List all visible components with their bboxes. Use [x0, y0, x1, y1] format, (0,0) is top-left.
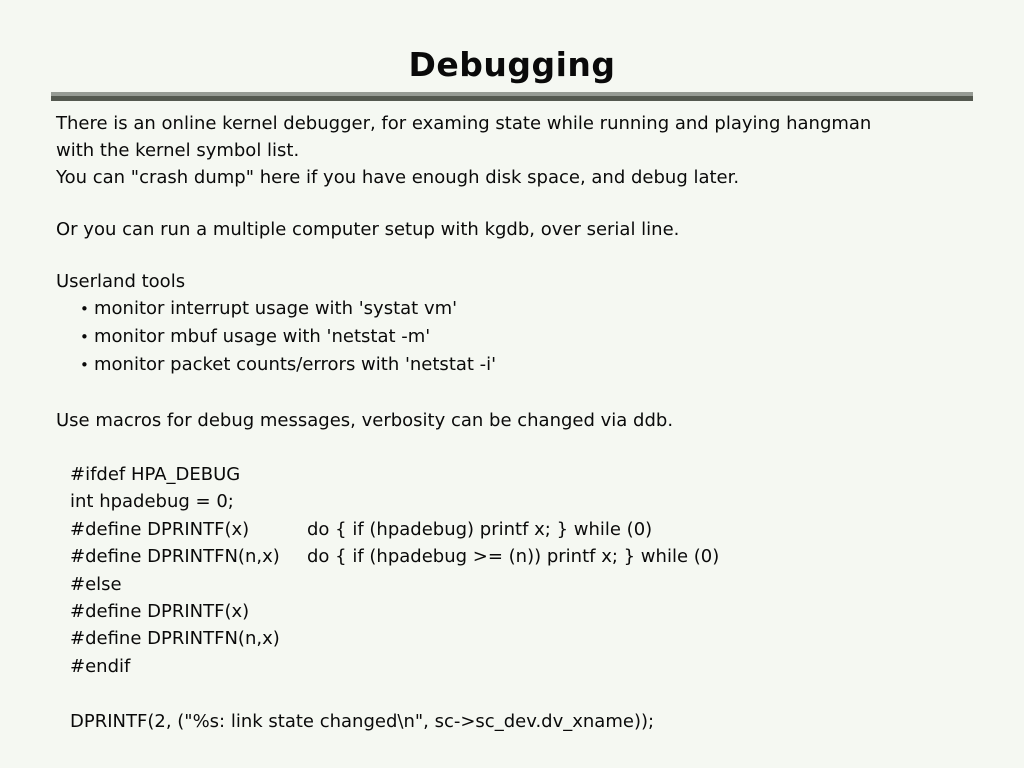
slide-title: Debugging	[408, 45, 616, 84]
code-text: #else	[70, 573, 122, 595]
paragraph-line: You can "crash dump" here if you have enough disk space, and debug later.	[56, 167, 740, 188]
code-text	[70, 680, 307, 707]
code-text: #define DPRINTFN(n,x)	[70, 628, 280, 650]
userland-section	[56, 268, 994, 379]
code-text: do { if (hpadebug) printf x; } while (0)	[307, 518, 653, 540]
paragraph-macros: Use macros for debug messages, verbosity can be changed via ddb.	[56, 410, 674, 431]
paragraph-line: with the kernel symbol list.	[56, 140, 300, 161]
bullet-text: monitor packet counts/errors with 'netstat -i'	[94, 354, 497, 375]
code-line	[70, 571, 994, 598]
code-line	[70, 516, 994, 543]
code-text: int hpadebug = 0;	[70, 491, 234, 513]
code-text: DPRINTF(2, ("%s: link state changed\n", sc->sc_dev.dv_xname));	[70, 710, 655, 732]
userland-heading: Userland tools	[56, 271, 186, 292]
bullet-icon: •	[80, 328, 89, 346]
code-line	[70, 653, 994, 680]
code-text: #define DPRINTF(x)	[70, 518, 250, 540]
bullet-text: monitor mbuf usage with 'netstat -m'	[94, 326, 431, 347]
paragraph-kgdb: Or you can run a multiple computer setup with kgdb, over serial line.	[56, 219, 680, 240]
code-line	[70, 598, 994, 625]
list-item	[56, 323, 994, 351]
list-item	[56, 295, 994, 323]
list-item	[56, 351, 994, 379]
code-line-blank	[70, 680, 994, 707]
code-line	[70, 488, 994, 515]
code-text: #define DPRINTFN(n,x)	[70, 546, 280, 568]
userland-bullet-list	[56, 295, 994, 379]
code-text: #endif	[70, 655, 131, 677]
paragraph-line: There is an online kernel debugger, for examing state while running and playing hangman	[56, 113, 872, 134]
code-text: do { if (hpadebug >= (n)) printf x; } while (0)	[307, 546, 720, 568]
bullet-icon: •	[80, 300, 89, 318]
title-separator-rule	[51, 92, 973, 101]
bullet-text: monitor interrupt usage with 'systat vm'	[94, 298, 458, 319]
paragraph-kernel-debugger	[56, 110, 994, 191]
code-line	[70, 708, 994, 735]
code-line	[70, 625, 994, 652]
code-block	[56, 461, 994, 735]
code-text: #ifdef HPA_DEBUG	[70, 464, 241, 485]
code-line	[70, 461, 994, 488]
code-text: #define DPRINTF(x)	[70, 601, 250, 623]
code-line	[70, 543, 994, 570]
slide-body	[0, 110, 1024, 735]
bullet-icon: •	[80, 356, 89, 374]
separator-bottom-band	[51, 96, 973, 101]
